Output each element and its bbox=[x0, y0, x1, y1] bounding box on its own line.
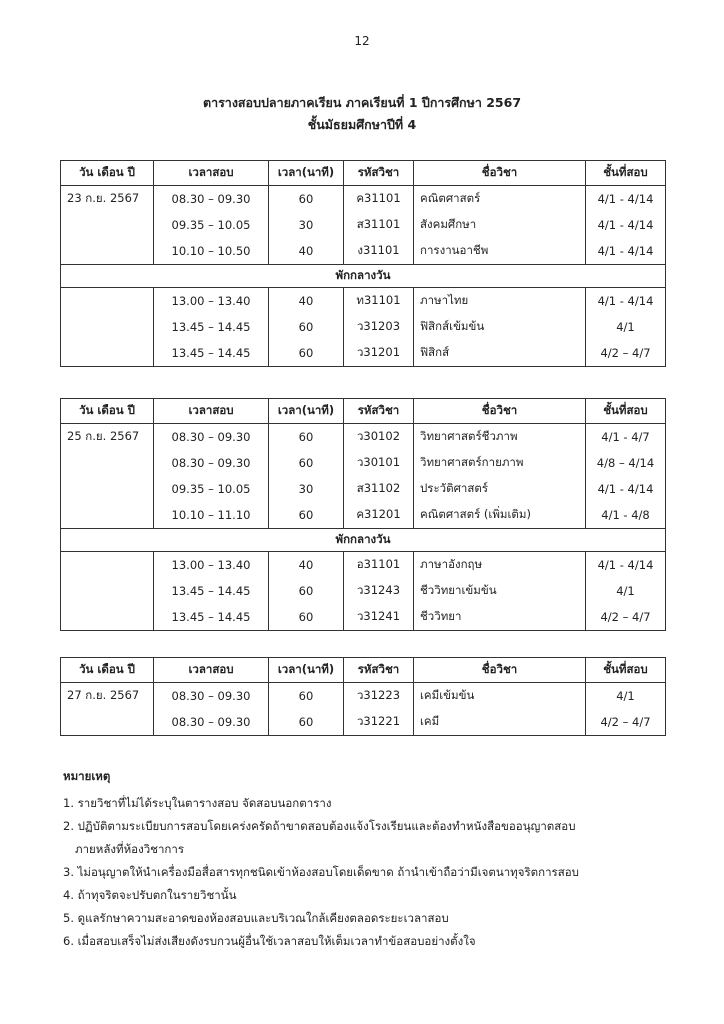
exam-room: 4/1 - 4/14 bbox=[586, 552, 666, 579]
subject-name: ภาษาอังกฤษ bbox=[414, 552, 586, 579]
exam-room: 4/1 - 4/14 bbox=[586, 212, 666, 238]
exam-duration: 60 bbox=[269, 340, 344, 367]
exam-time: 10.10 – 10.50 bbox=[154, 238, 269, 265]
header-name: ชื่อวิชา bbox=[414, 399, 586, 424]
subject-code: ว30101 bbox=[344, 450, 414, 476]
subject-name: ภาษาไทย bbox=[414, 288, 586, 315]
note-item: 6. เมื่อสอบเสร็จไม่ส่งเสียงดังรบกวนผู้อื่นใช้เวลาสอบให้เต็มเวลาทำข้อสอบอย่างตั้งใจ bbox=[63, 934, 476, 948]
header-duration: เวลา(นาที) bbox=[269, 658, 344, 683]
exam-time: 10.10 – 11.10 bbox=[154, 502, 269, 529]
title-line-1: ตารางสอบปลายภาคเรียน ภาคเรียนที่ 1 ปีการศึกษา 2567 bbox=[202, 95, 522, 110]
note-item: 3. ไม่อนุญาตให้นำเครื่องมือสื่อสารทุกชนิดเข้าห้องสอบโดยเด็ดขาด ถ้านำเข้าถือว่ามีเจตนาทุจริตการสอบ bbox=[63, 865, 579, 879]
subject-code: ท31101 bbox=[344, 288, 414, 315]
table-header-row bbox=[61, 399, 666, 424]
table-header-row bbox=[61, 161, 666, 186]
exam-duration: 60 bbox=[269, 683, 344, 710]
subject-code: ว30102 bbox=[344, 424, 414, 451]
header-duration: เวลา(นาที) bbox=[269, 399, 344, 424]
exam-time: 08.30 – 09.30 bbox=[154, 450, 269, 476]
table-row bbox=[61, 604, 666, 631]
note-item: 4. ถ้าทุจริตจะปรับตกในรายวิชานั้น bbox=[63, 888, 237, 902]
subject-name: เคมี bbox=[414, 709, 586, 736]
header-date: วัน เดือน ปี bbox=[61, 399, 154, 424]
subject-name: การงานอาชีพ bbox=[414, 238, 586, 265]
table-row bbox=[61, 552, 666, 579]
lunch-break-row bbox=[61, 529, 666, 552]
exam-time: 08.30 – 09.30 bbox=[154, 424, 269, 451]
exam-time: 13.45 – 14.45 bbox=[154, 314, 269, 340]
table-row bbox=[61, 424, 666, 451]
note-item: 1. รายวิชาที่ไม่ได้ระบุในตารางสอบ จัดสอบนอกตาราง bbox=[63, 796, 332, 810]
exam-time: 08.30 – 09.30 bbox=[154, 709, 269, 736]
note-item-continuation: ภายหลังที่ห้องวิชาการ bbox=[75, 842, 185, 856]
exam-room: 4/2 – 4/7 bbox=[586, 709, 666, 736]
table-header-row bbox=[61, 658, 666, 683]
exam-table-3 bbox=[60, 657, 666, 736]
subject-code: ค31101 bbox=[344, 186, 414, 213]
header-date: วัน เดือน ปี bbox=[61, 658, 154, 683]
exam-room: 4/1 - 4/14 bbox=[586, 476, 666, 502]
exam-duration: 30 bbox=[269, 476, 344, 502]
subject-code: ส31101 bbox=[344, 212, 414, 238]
subject-code: ว31201 bbox=[344, 340, 414, 367]
subject-code: ค31201 bbox=[344, 502, 414, 529]
table-row bbox=[61, 450, 666, 476]
exam-table-1 bbox=[60, 160, 666, 367]
exam-room: 4/1 - 4/14 bbox=[586, 186, 666, 213]
header-duration: เวลา(นาที) bbox=[269, 161, 344, 186]
exam-date: 25 ก.ย. 2567 bbox=[61, 424, 154, 451]
exam-duration: 60 bbox=[269, 604, 344, 631]
exam-time: 09.35 – 10.05 bbox=[154, 476, 269, 502]
exam-duration: 60 bbox=[269, 314, 344, 340]
notes-section bbox=[63, 765, 683, 953]
header-time: เวลาสอบ bbox=[154, 658, 269, 683]
subject-name: ฟิสิกส์ bbox=[414, 340, 586, 367]
subject-name: เคมีเข้มข้น bbox=[414, 683, 586, 710]
exam-duration: 60 bbox=[269, 578, 344, 604]
table-row bbox=[61, 340, 666, 367]
exam-duration: 60 bbox=[269, 502, 344, 529]
exam-duration: 60 bbox=[269, 424, 344, 451]
exam-date: 23 ก.ย. 2567 bbox=[61, 186, 154, 213]
exam-room: 4/1 - 4/8 bbox=[586, 502, 666, 529]
exam-duration: 60 bbox=[269, 186, 344, 213]
exam-time: 13.00 – 13.40 bbox=[154, 288, 269, 315]
header-date: วัน เดือน ปี bbox=[61, 161, 154, 186]
exam-duration: 30 bbox=[269, 212, 344, 238]
subject-name: ชีววิทยาเข้มข้น bbox=[414, 578, 586, 604]
subject-name: วิทยาศาสตร์กายภาพ bbox=[414, 450, 586, 476]
subject-code: ว31243 bbox=[344, 578, 414, 604]
table-row bbox=[61, 578, 666, 604]
subject-code: ส31102 bbox=[344, 476, 414, 502]
lunch-break-row bbox=[61, 265, 666, 288]
lunch-break-label: พักกลางวัน bbox=[61, 265, 666, 288]
exam-duration: 60 bbox=[269, 450, 344, 476]
table-row bbox=[61, 476, 666, 502]
exam-duration: 40 bbox=[269, 288, 344, 315]
header-room: ชั้นที่สอบ bbox=[586, 161, 666, 186]
exam-room: 4/1 bbox=[586, 683, 666, 710]
exam-room: 4/1 - 4/14 bbox=[586, 238, 666, 265]
header-room: ชั้นที่สอบ bbox=[586, 658, 666, 683]
exam-room: 4/2 – 4/7 bbox=[586, 340, 666, 367]
exam-room: 4/2 – 4/7 bbox=[586, 604, 666, 631]
header-name: ชื่อวิชา bbox=[414, 658, 586, 683]
subject-code: ว31223 bbox=[344, 683, 414, 710]
note-item: 2. ปฏิบัติตามระเบียบการสอบโดยเคร่งครัดถ้าขาดสอบต้องแจ้งโรงเรียนและต้องทำหนังสือขออนุญาตสอบ bbox=[63, 819, 576, 833]
document-title bbox=[0, 92, 724, 136]
exam-time: 09.35 – 10.05 bbox=[154, 212, 269, 238]
header-code: รหัสวิชา bbox=[344, 658, 414, 683]
note-item: 5. ดูแลรักษาความสะอาดของห้องสอบและบริเวณใกล้เคียงตลอดระยะเวลาสอบ bbox=[63, 911, 449, 925]
table-row bbox=[61, 186, 666, 213]
header-time: เวลาสอบ bbox=[154, 399, 269, 424]
exam-duration: 60 bbox=[269, 709, 344, 736]
table-row bbox=[61, 709, 666, 736]
table-row bbox=[61, 238, 666, 265]
exam-time: 08.30 – 09.30 bbox=[154, 683, 269, 710]
exam-duration: 40 bbox=[269, 238, 344, 265]
table-row bbox=[61, 314, 666, 340]
title-line-2: ชั้นมัธยมศึกษาปีที่ 4 bbox=[307, 117, 417, 132]
exam-time: 13.45 – 14.45 bbox=[154, 340, 269, 367]
exam-time: 13.45 – 14.45 bbox=[154, 578, 269, 604]
exam-time: 13.00 – 13.40 bbox=[154, 552, 269, 579]
subject-name: ฟิสิกส์เข้มข้น bbox=[414, 314, 586, 340]
exam-room: 4/1 - 4/14 bbox=[586, 288, 666, 315]
exam-room: 4/8 – 4/14 bbox=[586, 450, 666, 476]
subject-code: ง31101 bbox=[344, 238, 414, 265]
header-time: เวลาสอบ bbox=[154, 161, 269, 186]
subject-name: ประวัติศาสตร์ bbox=[414, 476, 586, 502]
table-row bbox=[61, 683, 666, 710]
subject-code: ว31241 bbox=[344, 604, 414, 631]
header-room: ชั้นที่สอบ bbox=[586, 399, 666, 424]
exam-room: 4/1 bbox=[586, 314, 666, 340]
exam-time: 13.45 – 14.45 bbox=[154, 604, 269, 631]
table-row bbox=[61, 212, 666, 238]
subject-name: สังคมศึกษา bbox=[414, 212, 586, 238]
subject-name: คณิตศาสตร์ bbox=[414, 186, 586, 213]
exam-date: 27 ก.ย. 2567 bbox=[61, 683, 154, 710]
subject-code: ว31221 bbox=[344, 709, 414, 736]
exam-room: 4/1 - 4/7 bbox=[586, 424, 666, 451]
subject-name: ชีววิทยา bbox=[414, 604, 586, 631]
header-code: รหัสวิชา bbox=[344, 161, 414, 186]
lunch-break-label: พักกลางวัน bbox=[61, 529, 666, 552]
table-row bbox=[61, 502, 666, 529]
exam-time: 08.30 – 09.30 bbox=[154, 186, 269, 213]
subject-code: อ31101 bbox=[344, 552, 414, 579]
exam-room: 4/1 bbox=[586, 578, 666, 604]
subject-name: วิทยาศาสตร์ชีวภาพ bbox=[414, 424, 586, 451]
table-row bbox=[61, 288, 666, 315]
header-code: รหัสวิชา bbox=[344, 399, 414, 424]
subject-code: ว31203 bbox=[344, 314, 414, 340]
exam-table-2 bbox=[60, 398, 666, 631]
page-number: 12 bbox=[354, 34, 370, 48]
notes-title: หมายเหตุ bbox=[63, 769, 111, 783]
header-name: ชื่อวิชา bbox=[414, 161, 586, 186]
exam-duration: 40 bbox=[269, 552, 344, 579]
subject-name: คณิตศาสตร์ (เพิ่มเติม) bbox=[414, 502, 586, 529]
